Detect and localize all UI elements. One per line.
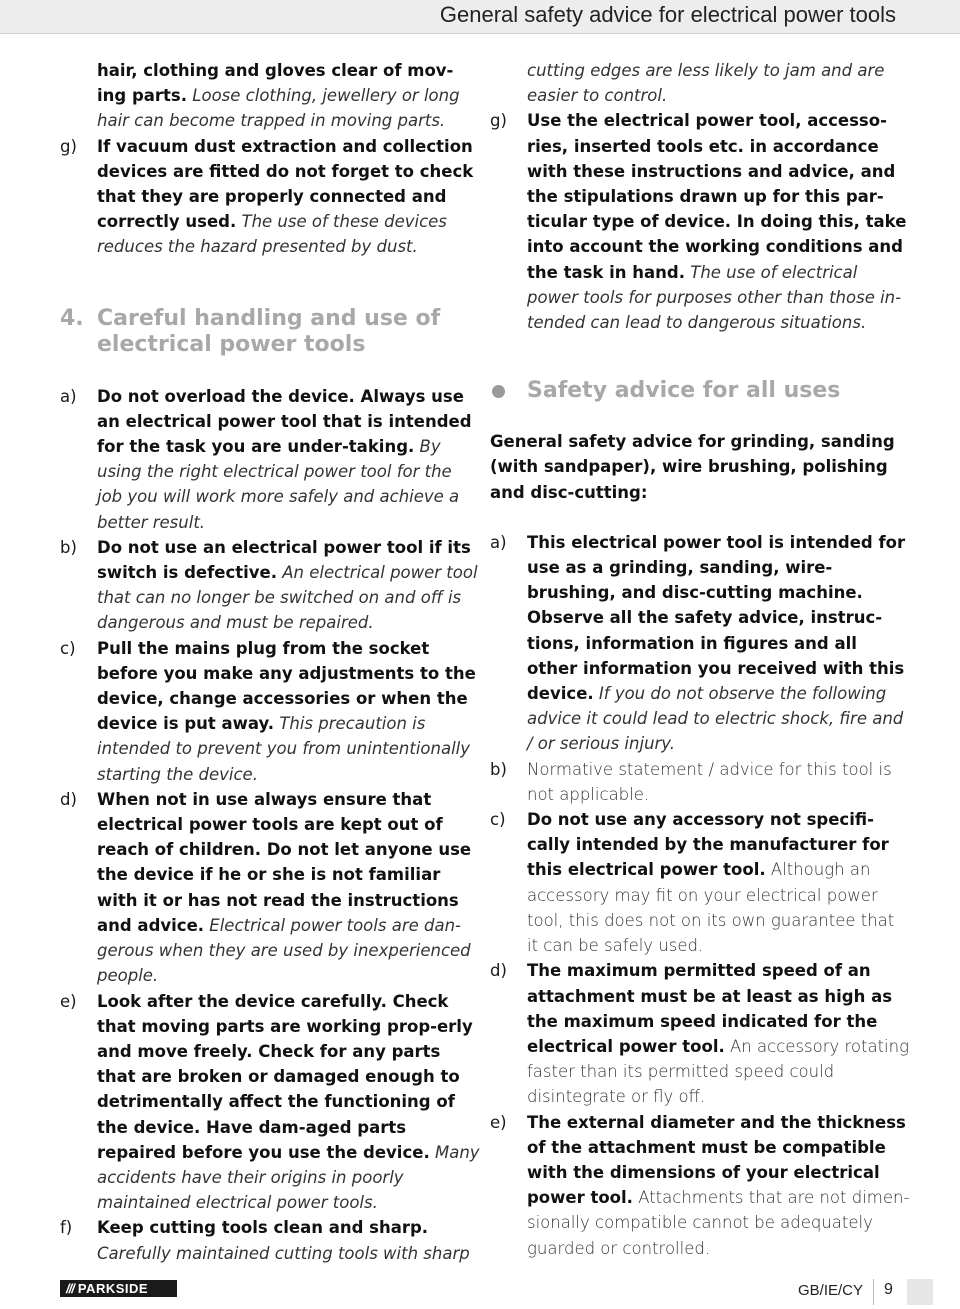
item-normal-text: The use of these devices reduces the hazard presented by dust.: [97, 212, 447, 257]
brand-slashes: ///: [66, 1281, 74, 1296]
item-g: [60, 134, 480, 260]
item-marker: a): [60, 386, 77, 406]
list-item: [490, 1110, 910, 1261]
list-item: [490, 807, 910, 958]
item-marker: g): [60, 136, 77, 156]
item-marker: a): [490, 532, 507, 552]
section-title: Careful handling and use of electrical power tools: [97, 305, 441, 357]
item-f-continued: [60, 58, 480, 134]
header-bar: [0, 0, 960, 34]
item-marker: d): [490, 961, 507, 981]
section-heading: [490, 378, 910, 404]
item-bold-text: When not in use always ensure that electrical power tools are kept out of reach of children. Do not let anyone use the device if he or she is not familiar with it or has not read the instructions and advice.: [97, 789, 472, 935]
bullet-dot-icon: [492, 385, 505, 398]
left-column: [60, 58, 480, 1266]
list-item: [490, 530, 910, 757]
item-normal-text: Attachments that are not dimen-sionally compatible cannot be adequately guarded or controlled.: [527, 1188, 910, 1258]
item-marker: b): [60, 537, 77, 557]
section-number: 4.: [60, 305, 84, 331]
item-bold-text: Pull the mains plug from the socket before you make any adjustments to the device, change accessories or when the device is put away.: [97, 638, 476, 734]
item-marker: b): [490, 759, 507, 779]
subheading: General safety advice for grinding, sanding (with sandpaper), wire brushing, polishing and disc-cutting:: [490, 432, 895, 502]
item-g: [490, 108, 910, 335]
list-item: [60, 1215, 480, 1265]
item-bold-text: The external diameter and the thickness of the attachment must be compatible with the dimensions of your electrical power tool.: [527, 1112, 906, 1208]
section-heading: [60, 306, 480, 358]
list-item: [490, 958, 910, 1109]
footer-divider: [873, 1279, 874, 1305]
item-marker: e): [490, 1112, 507, 1132]
item-normal-text: If you do not observe the following advice it could lead to electric shock, fire and / or serious injury.: [527, 684, 904, 754]
item-marker: d): [60, 789, 77, 809]
list-item: [60, 535, 480, 636]
list-item: [490, 757, 910, 807]
item-bold-text: Do not use an electrical power tool if its switch is defective.: [97, 537, 471, 583]
section-title: Safety advice for all uses: [527, 378, 841, 404]
item-normal-text: Although an accessory may fit on your electrical power tool, this does not on its own guarantee that it can be safely used.: [527, 860, 895, 956]
item-normal-text: This precaution is intended to prevent you from unintentionally starting the device.: [97, 714, 471, 784]
item-normal-text: Loose clothing, jewellery or long hair can become trapped in moving parts.: [97, 86, 460, 131]
list-item: [60, 384, 480, 535]
brand-logo: [60, 1280, 177, 1297]
item-bold-text: Keep cutting tools clean and sharp.: [97, 1218, 429, 1238]
item-normal-text: cutting edges are less likely to jam and are easier to control.: [527, 61, 885, 106]
item-marker: c): [490, 810, 506, 830]
item-normal-text: Normative statement / advice for this tool is not applicable.: [527, 759, 892, 804]
item-normal-text: Electrical power tools are dan-gerous when they are used by inexperienced people.: [97, 915, 471, 986]
country-code: GB/IE/CY: [798, 1282, 864, 1299]
brand-name: PARKSIDE: [77, 1281, 149, 1296]
list-item: [60, 787, 480, 989]
item-bold-text: hair, clothing and gloves clear of mov-ing parts.: [97, 61, 454, 106]
page-number: 9: [884, 1281, 893, 1298]
item-normal-text: An accessory rotating faster than its permitted speed could disintegrate or fly off.: [527, 1036, 910, 1107]
item-bold-text: The maximum permitted speed of an attachment must be at least as high as the maximum speed indicated for the electrical power tool.: [527, 961, 893, 1056]
right-column: [490, 58, 910, 1261]
item-bold-text: Do not use any accessory not specifi-cally intended by the manufacturer for this electrical power tool.: [527, 810, 889, 880]
page-title: General safety advice for electrical power tools: [439, 2, 896, 27]
item-normal-text: Carefully maintained cutting tools with sharp: [97, 1243, 470, 1263]
item-bold-text: Do not overload the device. Always use an electrical power tool that is intended for the task you are under-taking.: [97, 386, 472, 457]
list-item: [60, 989, 480, 1216]
item-marker: c): [60, 638, 76, 658]
list-item: [60, 636, 480, 787]
item-bold-text: Use the electrical power tool, accesso-ries, inserted tools etc. in accordance with these instructions and advice, and the stipulations drawn up for this par-ticular type of device. In doing this, take into account the working conditions and the task in hand.: [527, 111, 907, 282]
item-normal-text: An electrical power tool that can no longer be switched on and off is dangerous and must be repaired.: [97, 563, 478, 633]
item-normal-text: Many accidents have their origins in poorly maintained electrical power tools.: [97, 1142, 480, 1213]
item-normal-text: The use of electrical power tools for purposes other than those in-tended can lead to dangerous situations.: [527, 262, 902, 333]
item-f-continued: [490, 58, 910, 108]
item-bold-text: Look after the device carefully. Check that moving parts are working prop-erly and move freely. Check for any parts that are broken or damaged enough to detrimentally affect the functioning of the device. Have dam-aged parts repaired before you use the device.: [97, 991, 473, 1162]
item-marker: g): [490, 111, 507, 131]
footer-box: [907, 1279, 933, 1305]
item-marker: f): [60, 1218, 73, 1238]
item-bold-text: If vacuum dust extraction and collection devices are fitted do not forget to check that they are properly connected and correctly used.: [97, 136, 474, 232]
item-marker: e): [60, 991, 77, 1011]
item-bold-text: This electrical power tool is intended for use as a grinding, sanding, wire-brushing, and disc-cutting machine. Observe all the safety advice, instruc-tions, information in figures and all other information you received with this device.: [527, 532, 906, 704]
item-normal-text: By using the right electrical power tool for the job you will work more safely and achieve a better result.: [97, 437, 460, 532]
